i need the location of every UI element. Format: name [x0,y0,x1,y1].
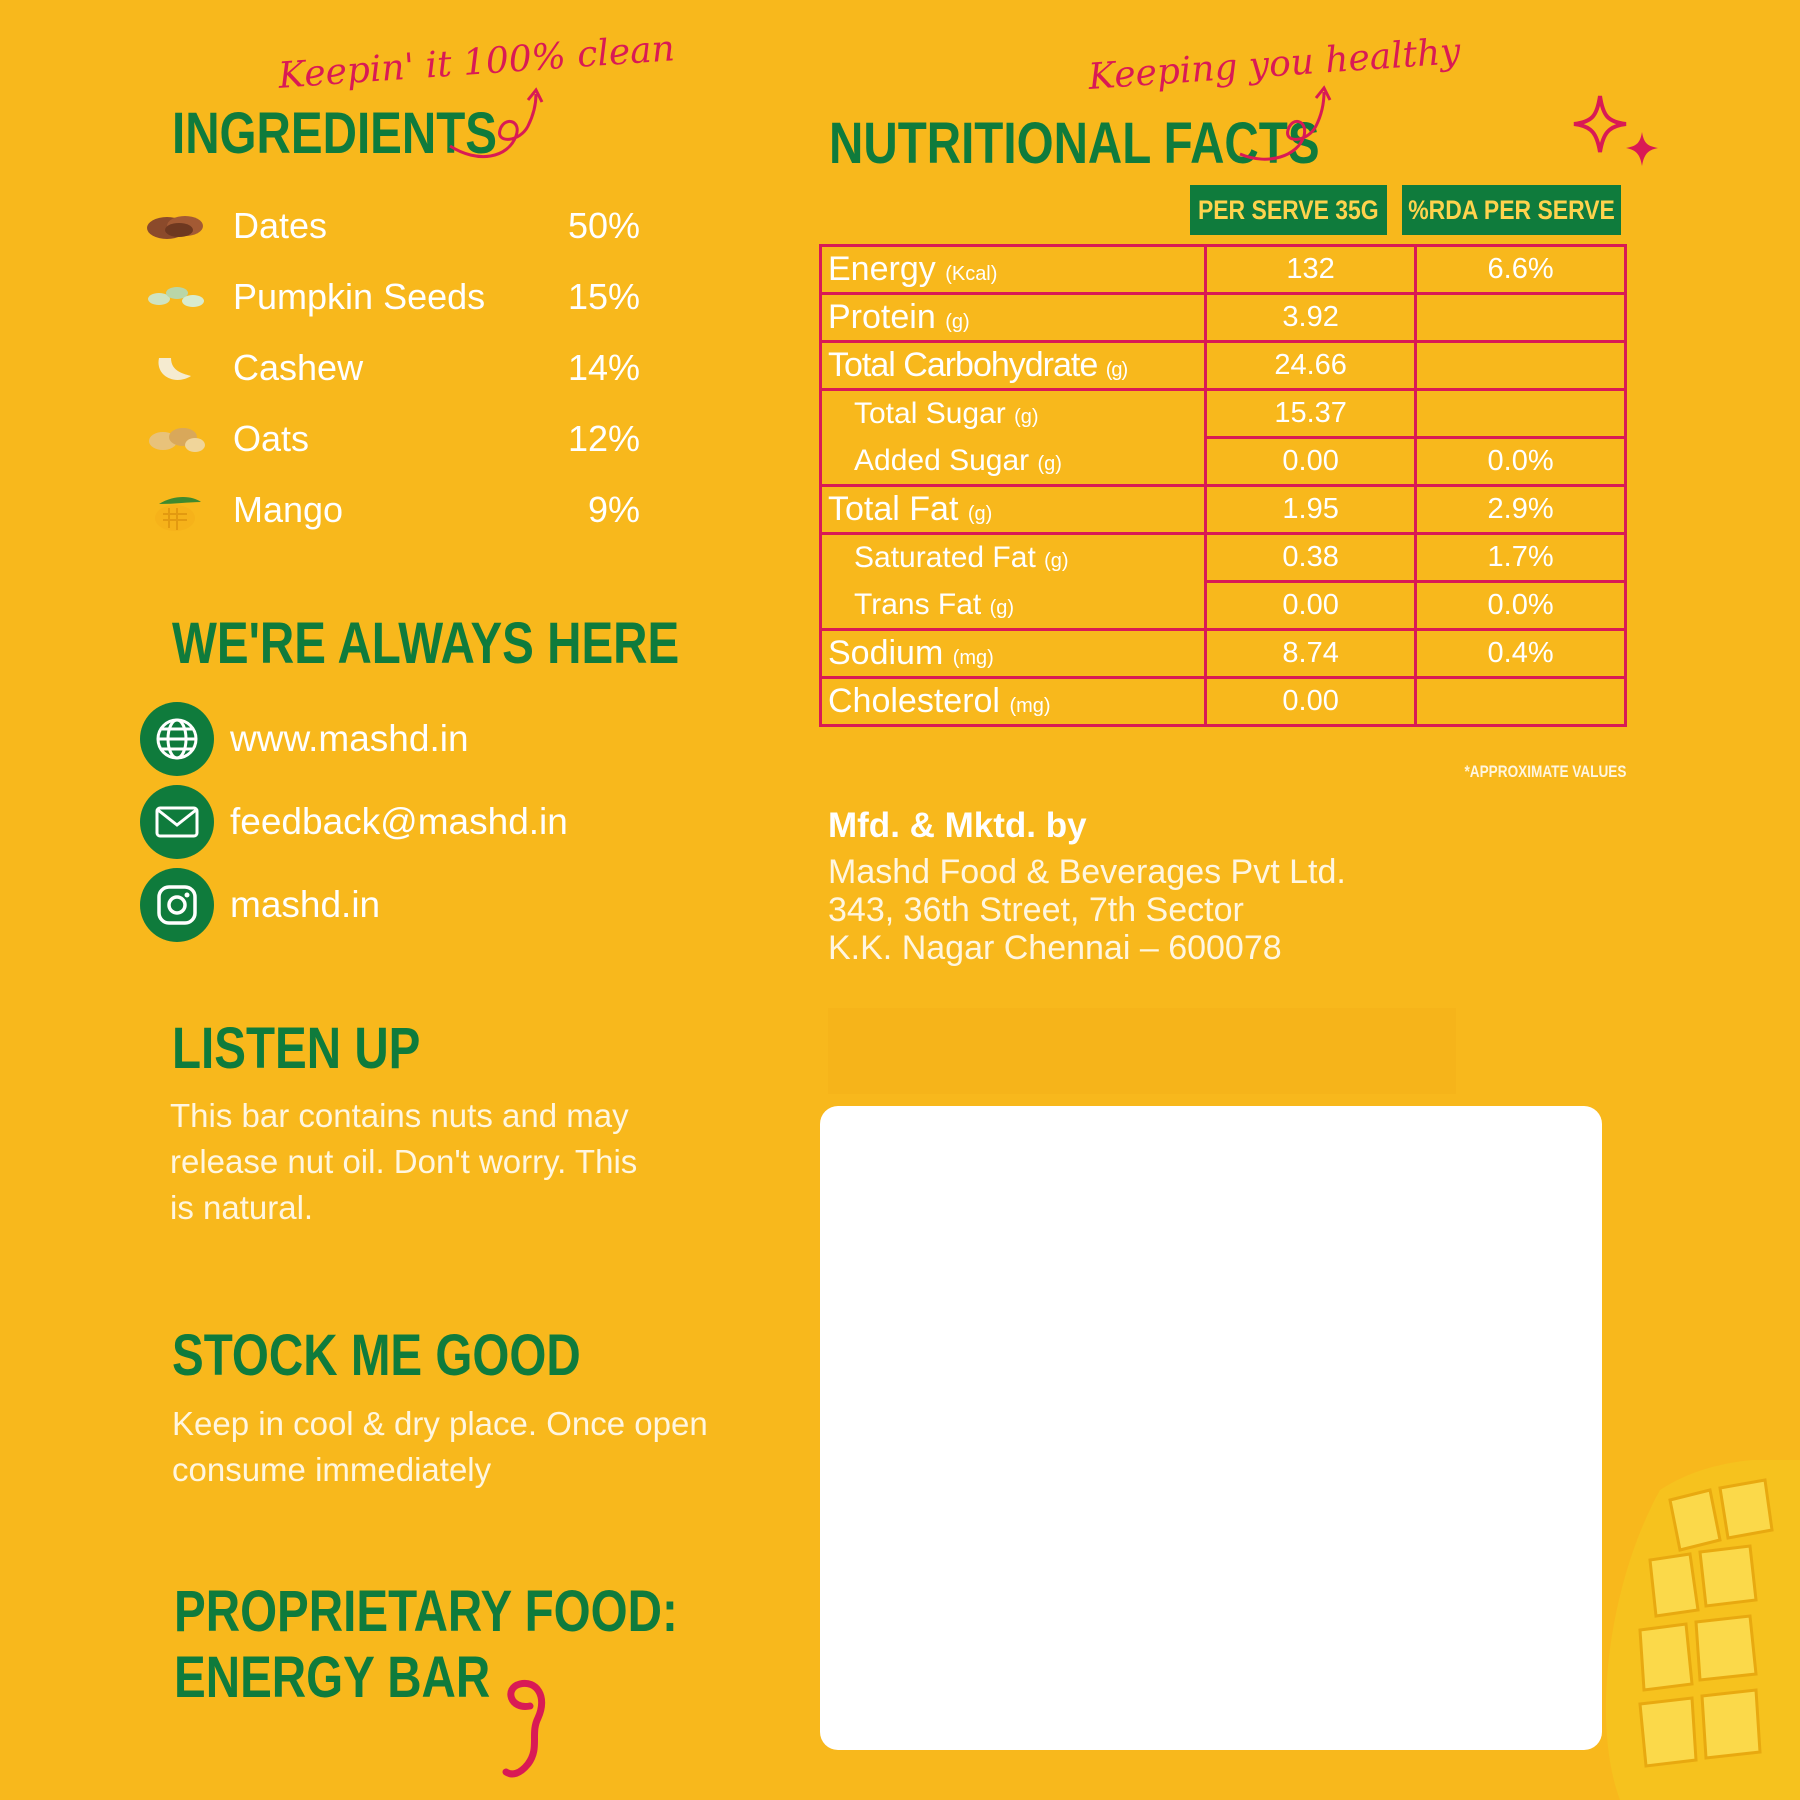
manufacturer-address-line2: K.K. Nagar Chennai – 600078 [828,929,1282,967]
batch-info-strip [828,1008,1456,1094]
squiggle-arrow-icon [448,86,548,166]
instagram-link[interactable]: mashd.in [230,884,381,925]
rda-value: 0.4% [1416,630,1626,678]
manufacturer-heading: Mfd. & Mktd. by [828,806,1087,845]
column-header-per-serve [1190,185,1387,235]
proprietary-title: PROPRIETARY FOOD: [174,1579,678,1644]
per-serve-value: 8.74 [1206,630,1416,678]
rda-value: 0.0% [1416,438,1626,486]
ingredient-percent: 14% [567,347,640,388]
row-label: Sodium (mg) [821,630,1206,678]
mango-cubes-icon [1600,1460,1800,1800]
row-label: Trans Fat (g) [821,582,1206,630]
column-header-rda [1402,185,1621,235]
ingredients-tagline: Keepin' it 100% clean [277,28,676,97]
row-label: Total Fat (g) [821,486,1206,534]
row-label: Saturated Fat (g) [821,534,1206,582]
table-row [821,342,1626,390]
row-label: Added Sugar (g) [821,438,1206,486]
squiggle-arrow-icon [1238,84,1338,164]
per-serve-value: 15.37 [1206,390,1416,438]
nutrition-tagline: Keeping you healthy [1087,31,1462,98]
rda-value: 1.7% [1416,534,1626,582]
ingredient-name: Dates [233,205,328,246]
sparkle-icon [1570,92,1662,172]
table-row [821,582,1626,630]
table-row [821,486,1626,534]
email-link[interactable]: feedback@mashd.in [230,801,568,842]
pumpkin-seeds-icon [145,275,207,319]
mail-icon [140,785,214,859]
per-serve-value: 3.92 [1206,294,1416,342]
label-white-box [820,1106,1602,1750]
per-serve-value: 0.00 [1206,678,1416,726]
ingredient-name: Cashew [233,347,364,388]
column-header-label: PER SERVE 35G [1198,194,1379,225]
row-label: Cholesterol (mg) [821,678,1206,726]
per-serve-value: 0.38 [1206,534,1416,582]
manufacturer-name: Mashd Food & Beverages Pvt Ltd. [828,853,1346,891]
per-serve-value: 0.00 [1206,582,1416,630]
approximate-values-note: *APPROXIMATE VALUES [1464,762,1626,781]
table-row [821,294,1626,342]
rda-value [1416,342,1626,390]
listen-text: This bar contains nuts and may release nut oil. Don't worry. This is natural. [170,1097,638,1226]
website-row[interactable] [140,702,469,776]
rda-value [1416,294,1626,342]
stock-title: STOCK ME GOOD [172,1323,581,1388]
per-serve-value: 132 [1206,246,1416,294]
dates-icon [145,204,207,248]
table-row [821,246,1626,294]
instagram-icon [140,868,214,942]
ingredient-name: Pumpkin Seeds [233,276,486,317]
ingredients-title: INGREDIENTS [172,101,498,166]
ingredient-row [145,196,640,256]
rda-value: 0.0% [1416,582,1626,630]
nutrition-table [819,244,1627,727]
website-link[interactable]: www.mashd.in [230,718,469,759]
ingredient-percent: 15% [567,276,640,317]
row-label: Energy (Kcal) [821,246,1206,294]
ingredient-row [145,480,640,540]
rda-value [1416,390,1626,438]
cashew-icon [145,346,207,390]
table-row [821,534,1626,582]
per-serve-value: 24.66 [1206,342,1416,390]
oats-icon [145,417,207,461]
ingredient-name: Mango [233,489,344,530]
rda-value: 6.6% [1416,246,1626,294]
manufacturer-address-line1: 343, 36th Street, 7th Sector [828,891,1244,929]
row-label: Protein (g) [821,294,1206,342]
row-label: Total Sugar (g) [821,390,1206,438]
proprietary-subtitle: ENERGY BAR [174,1645,491,1710]
nutrition-title: NUTRITIONAL FACTS [829,111,1320,176]
rda-value [1416,678,1626,726]
listen-title: LISTEN UP [172,1016,421,1081]
stock-text: Keep in cool & dry place. Once open consume immediately [172,1405,708,1488]
rda-value: 2.9% [1416,486,1626,534]
ingredient-row [145,409,640,469]
table-row [821,678,1626,726]
globe-icon [140,702,214,776]
ingredient-percent: 50% [567,205,640,246]
swirl-icon [490,1672,560,1782]
table-row [821,630,1626,678]
instagram-row[interactable] [140,868,380,942]
table-row [821,390,1626,438]
column-header-label: %RDA PER SERVE [1408,194,1615,225]
ingredient-name: Oats [233,418,310,459]
row-label: Total Carbohydrate (g) [821,342,1206,390]
mango-icon [145,488,207,532]
ingredient-row [145,267,640,327]
per-serve-value: 0.00 [1206,438,1416,486]
contact-title: WE'RE ALWAYS HERE [172,611,680,676]
email-row[interactable] [140,785,568,859]
table-row [821,438,1626,486]
per-serve-value: 1.95 [1206,486,1416,534]
ingredient-percent: 12% [567,418,640,459]
ingredient-row [145,338,640,398]
ingredient-percent: 9% [587,489,640,530]
